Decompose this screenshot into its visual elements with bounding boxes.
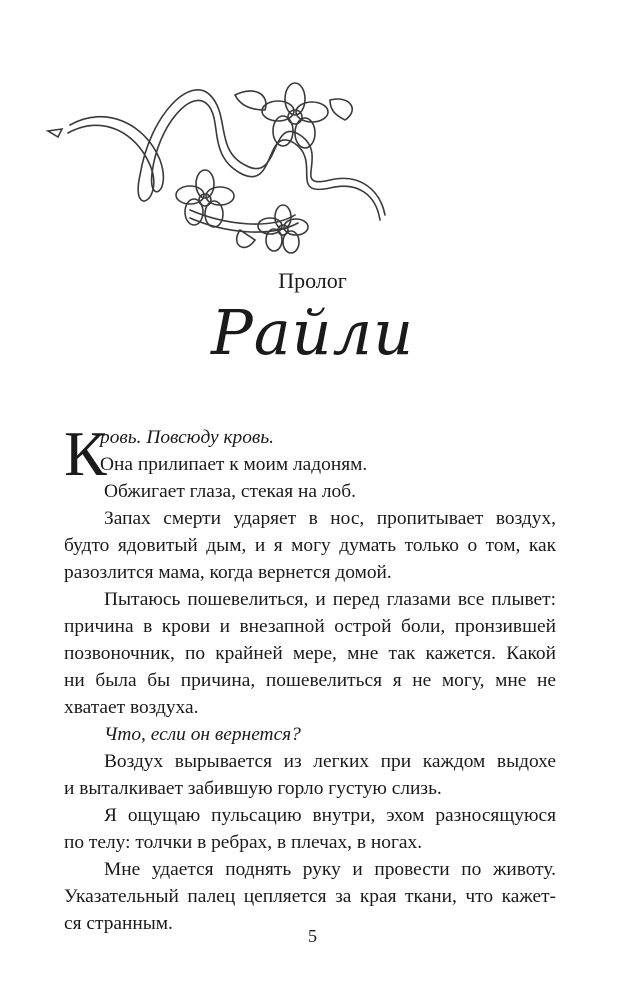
snake-flower-illustration (40, 55, 400, 265)
text-line: Что, если он вернется? (104, 724, 301, 745)
drop-cap: К (64, 418, 107, 489)
text-line: разозлится мама, когда вернется домой. (64, 562, 392, 583)
text-line: Обжигает глаза, стекая на лоб. (104, 481, 356, 502)
text-line: будто ядовитый дым, и я могу думать только о том, как (64, 535, 556, 556)
text-line: ни была бы причина, пошевелиться я не могу, мне не (64, 670, 556, 691)
text-line: причина в крови и внезапной острой боли, пронзившей (64, 616, 556, 637)
text-line: по телу: толчки в ребрах, в плечах, в ногах. (64, 832, 423, 853)
text-line: Я ощущаю пульсацию внутри, эхом разносящуюся (104, 805, 556, 826)
text-line: ся странным. (64, 913, 173, 934)
text-line: Указательный палец цепляется за края ткани, что кажет- (64, 886, 556, 907)
text-line: Воздух вырывается из легких при каждом выдохе (104, 751, 556, 772)
text-line: и выталкивает забившую горло густую слизь. (64, 778, 442, 799)
text-line: позвоночник, по крайней мере, мне так кажется. Какой (64, 643, 556, 664)
text-line: ровь. Повсюду кровь. (100, 427, 275, 448)
chapter-title: Райли (210, 296, 415, 369)
text-line: Мне удается поднять руку и провести по животу. (104, 859, 556, 880)
page-number: 5 (308, 926, 317, 946)
text-line: Запах смерти ударяет в нос, пропитывает воздух, (104, 508, 556, 529)
chapter-prolog-label: Пролог (278, 268, 347, 293)
text-line: Пытаюсь пошевелиться, и перед глазами все плывет: (104, 589, 556, 610)
body-text (64, 418, 556, 937)
text-line: Она прилипает к моим ладоням. (100, 454, 368, 475)
text-line: хватает воздуха. (64, 697, 199, 718)
